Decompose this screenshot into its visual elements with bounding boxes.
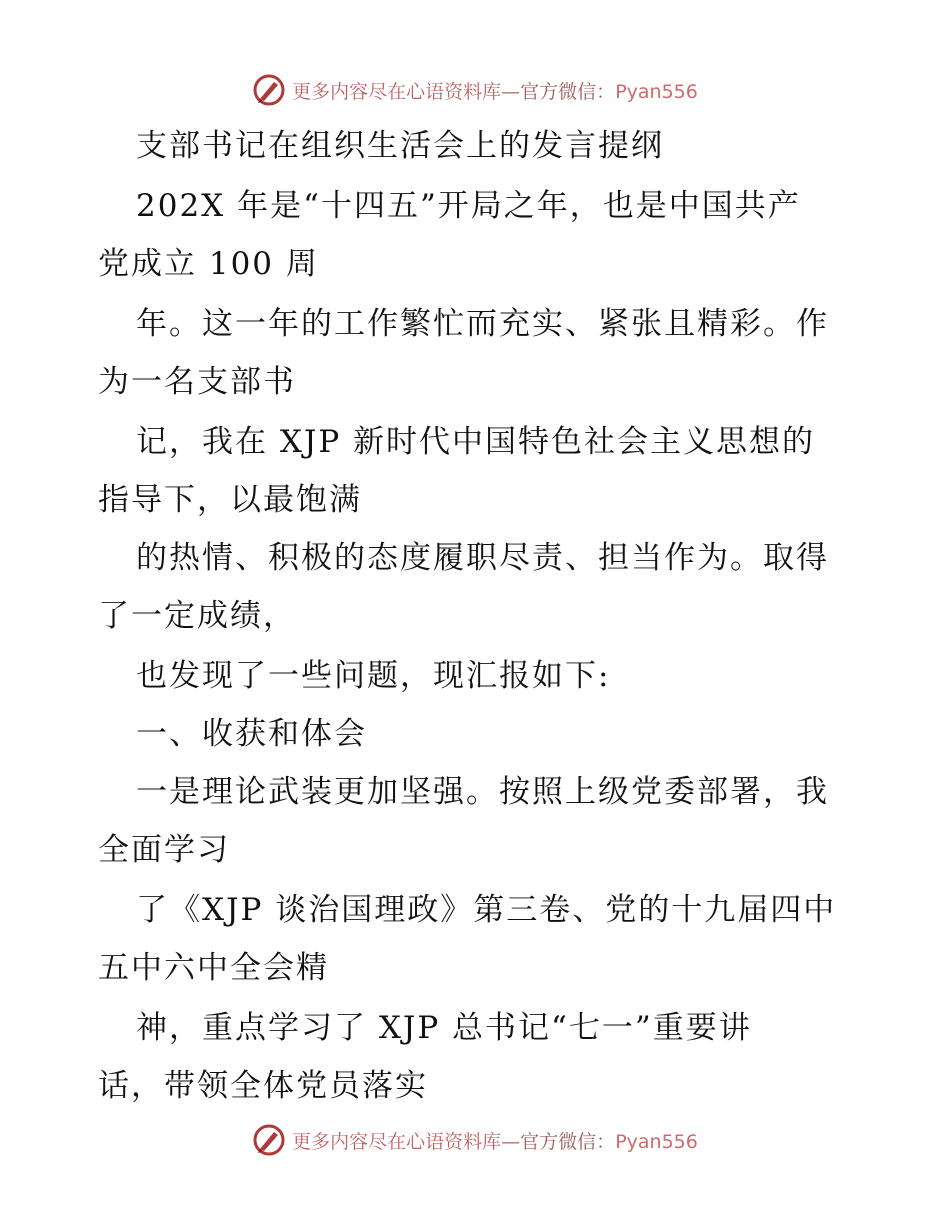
banner-text [292,1127,698,1154]
document-title: 支部书记在组织生活会上的发言提纲 [136,128,664,164]
paragraph-line: 话，带领全体党员落实 [98,1068,428,1104]
section-heading: 一、收获和体会 [136,716,367,752]
pen-logo-icon [252,1123,286,1157]
paragraph-line: 了一定成绩， [98,598,296,634]
banner-text [292,77,698,104]
banner-wechat-id: Pyan556 [615,80,698,103]
banner-wechat-label: 官方微信： [520,1130,616,1153]
paragraph-line: 神，重点学习了 XJP 总书记“七一”重要讲 [136,1010,752,1046]
banner-main-text: 更多内容尽在心语资料库 [292,80,502,103]
paragraph-line: 五中六中全会精 [98,950,329,986]
footer-banner [0,1122,950,1158]
paragraph-line: 了《XJP 谈治国理政》第三卷、党的十九届四中 [136,892,837,928]
paragraph-line: 也发现了一些问题，现汇报如下: [136,658,611,694]
paragraph-line: 党成立 100 周 [98,246,319,282]
paragraph-line: 记，我在 XJP 新时代中国特色社会主义思想的 [136,424,816,460]
paragraph-line: 指导下，以最饱满 [98,482,362,518]
banner-wechat-label: 官方微信： [520,80,616,103]
paragraph-line: 的热情、积极的态度履职尽责、担当作为。取得 [136,540,829,576]
pen-logo-icon [252,73,286,107]
banner-separator: — [501,80,521,103]
paragraph-line: 一是理论武装更加坚强。按照上级党委部署，我 [136,774,829,810]
paragraph-line: 全面学习 [98,832,230,868]
paragraph-line: 年。这一年的工作繁忙而充实、紧张且精彩。作 [136,306,829,342]
banner-main-text: 更多内容尽在心语资料库 [292,1130,502,1153]
header-banner [0,72,950,108]
paragraph-line: 为一名支部书 [98,364,296,400]
paragraph-line: 202X 年是“十四五”开局之年，也是中国共产 [136,188,801,224]
banner-separator: — [501,1130,521,1153]
banner-wechat-id: Pyan556 [615,1130,698,1153]
